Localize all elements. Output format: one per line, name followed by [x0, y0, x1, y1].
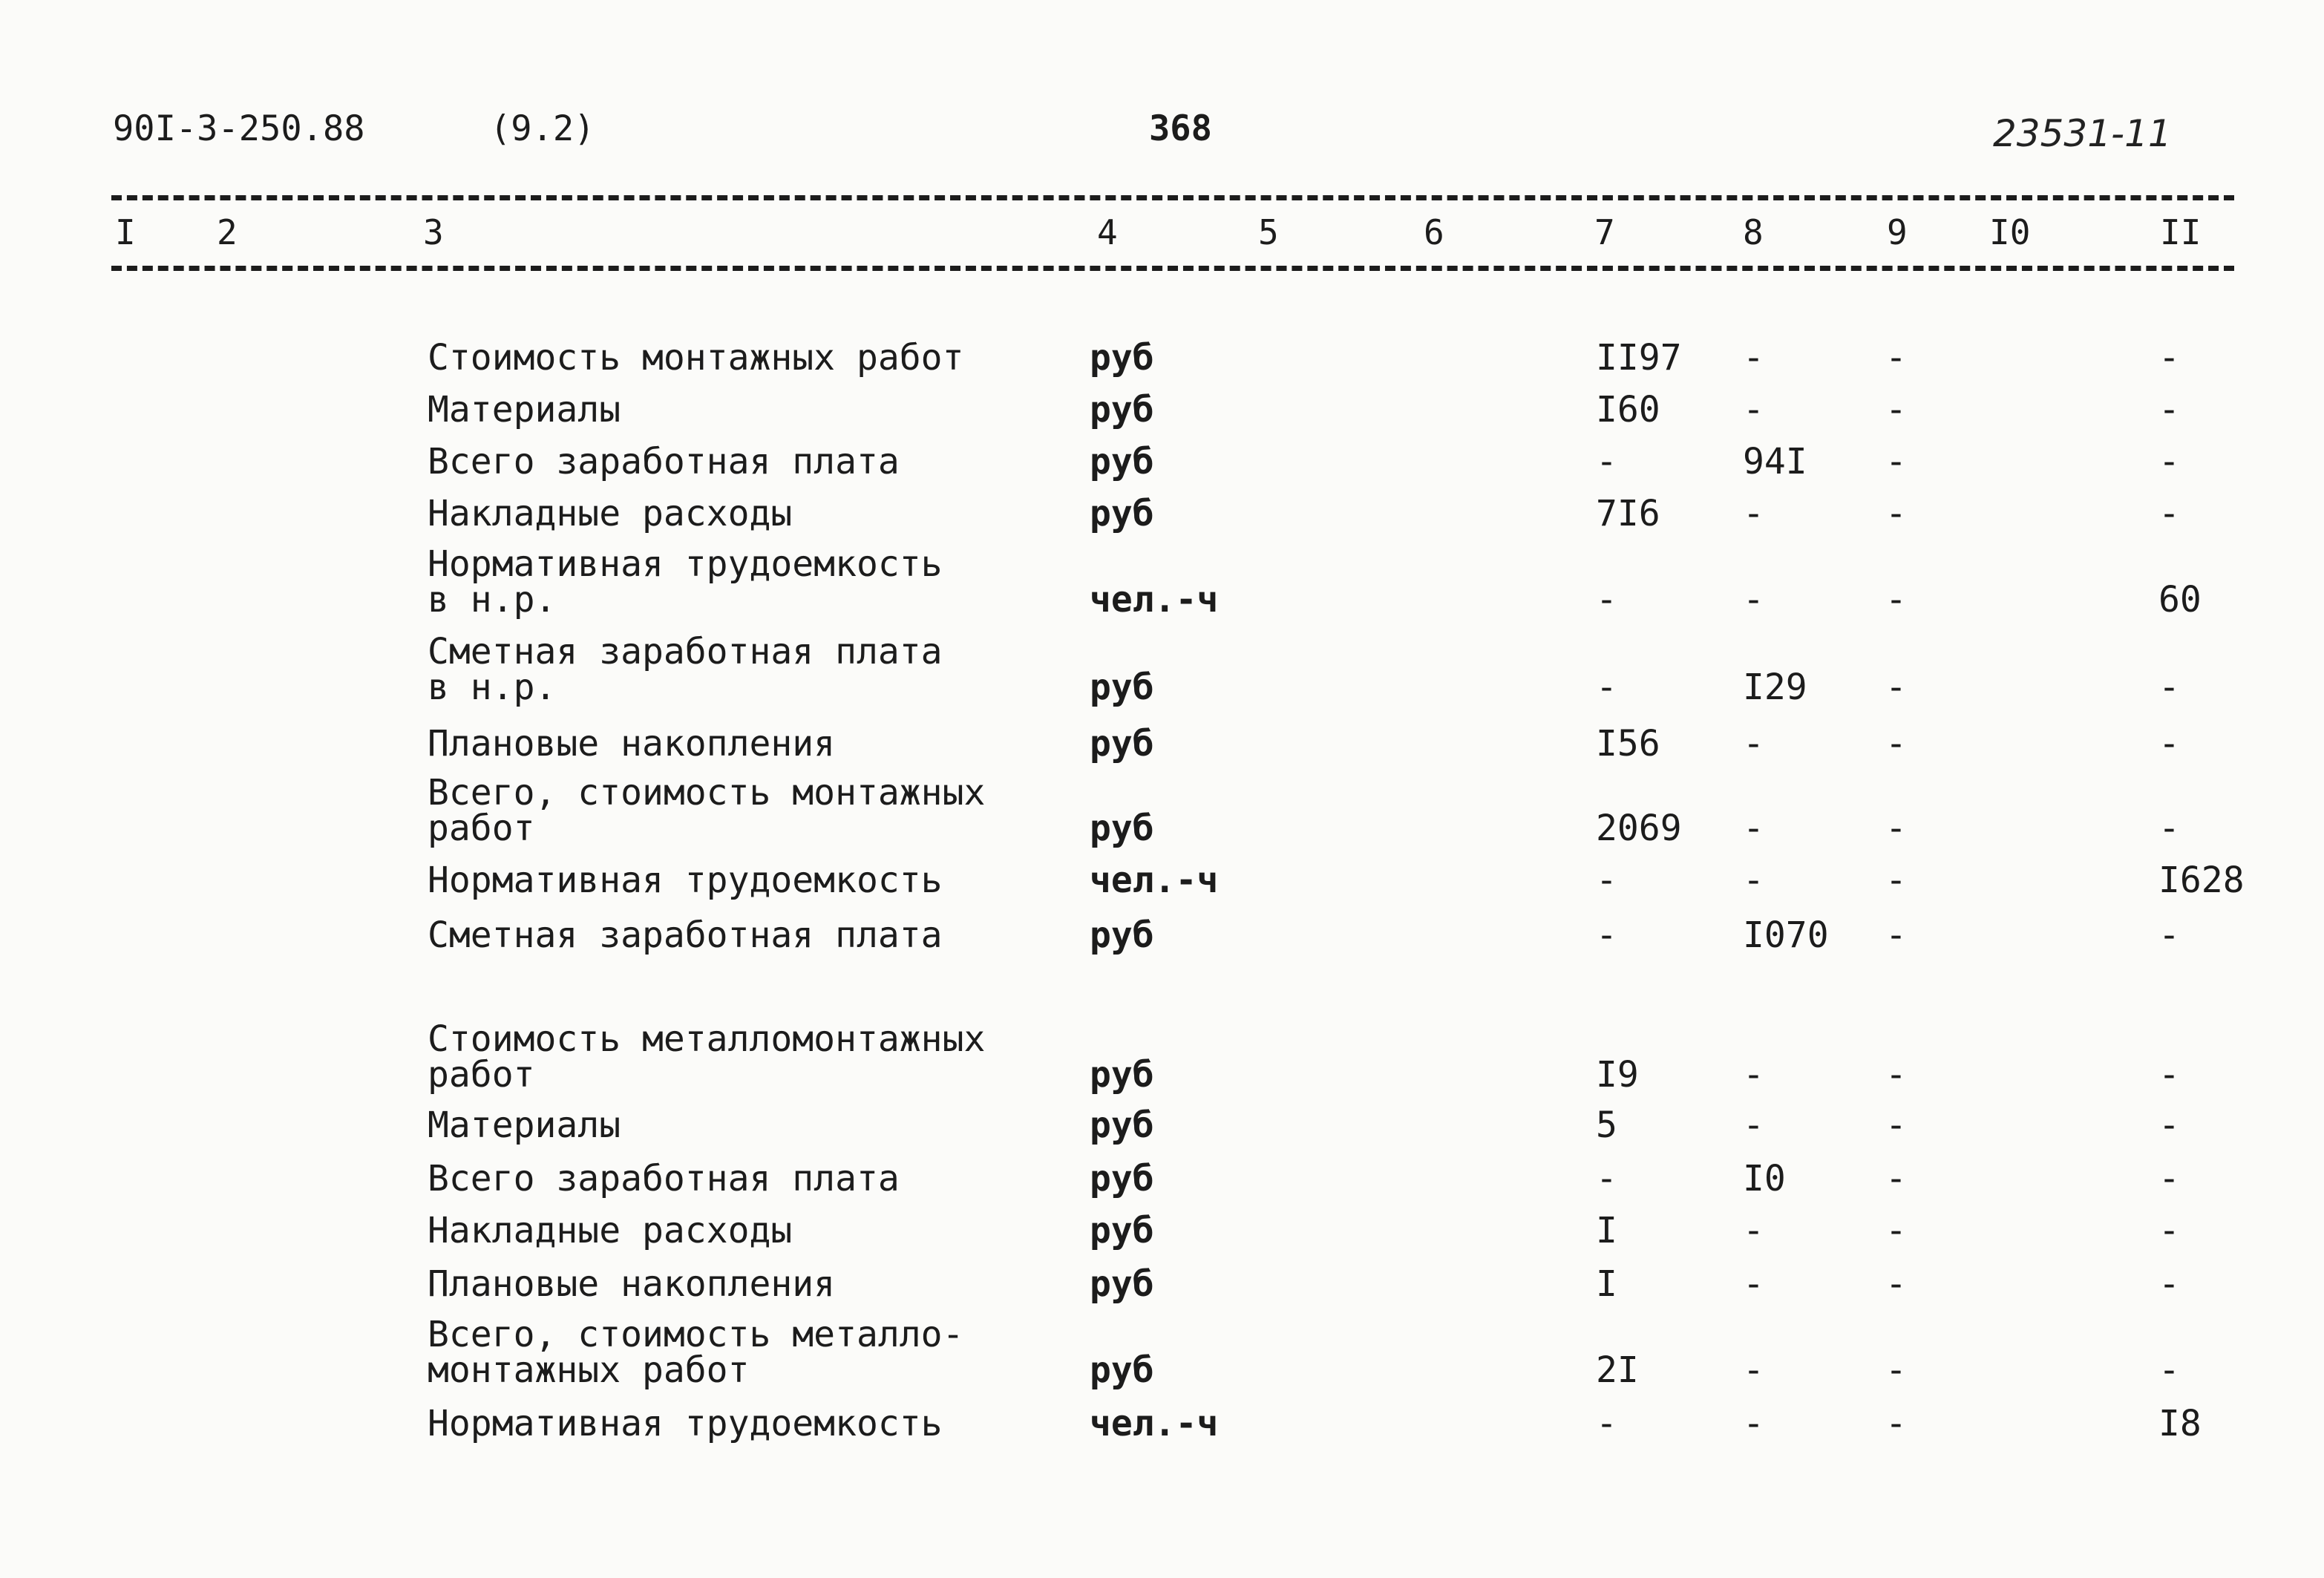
row-label: Накладные расходы	[428, 1210, 793, 1251]
cell-col-11: -	[2158, 808, 2180, 849]
cell-col-9: -	[1885, 723, 1907, 765]
cell-col-8: -	[1743, 723, 1764, 765]
cell-col-11: -	[2158, 441, 2180, 482]
cell-col-8: -	[1743, 337, 1764, 379]
cell-col-11: -	[2158, 1054, 2180, 1096]
cell-col-9: -	[1885, 337, 1907, 379]
cell-col-9: -	[1885, 1349, 1907, 1391]
row-label: Сметная заработная плата	[428, 914, 943, 956]
row-unit: руб	[1090, 337, 1154, 379]
row-unit: руб	[1090, 667, 1154, 708]
cell-col-9: -	[1885, 914, 1907, 956]
column-header-5: 5	[1258, 212, 1279, 252]
cell-col-9: -	[1885, 1054, 1907, 1096]
cell-col-9: -	[1885, 1210, 1907, 1251]
row-label: Материалы	[428, 1104, 621, 1146]
cell-col-9: -	[1885, 1263, 1907, 1305]
cell-col-11: -	[2158, 1210, 2180, 1251]
cell-col-8: -	[1743, 1349, 1764, 1391]
cell-col-9: -	[1885, 1158, 1907, 1199]
cell-col-8: -	[1743, 1210, 1764, 1251]
row-label: Плановые накопления	[428, 1263, 836, 1305]
column-header-11: II	[2160, 212, 2202, 252]
section-number: (9.2)	[490, 108, 595, 149]
cell-col-7: I56	[1596, 723, 1660, 765]
cell-col-11: -	[2158, 1158, 2180, 1199]
cell-col-9: -	[1885, 808, 1907, 849]
cell-col-7: -	[1596, 1403, 1617, 1444]
row-unit: руб	[1090, 914, 1154, 956]
row-unit: чел.-ч	[1090, 1403, 1219, 1444]
cell-col-8: I0	[1743, 1158, 1786, 1199]
cell-col-7: I	[1596, 1263, 1617, 1305]
page-number: 368	[1149, 108, 1212, 149]
cell-col-8: -	[1743, 1054, 1764, 1096]
cell-col-11: -	[2158, 1104, 2180, 1146]
cell-col-8: -	[1743, 808, 1764, 849]
row-unit: чел.-ч	[1090, 579, 1219, 621]
cell-col-11: -	[2158, 1349, 2180, 1391]
cell-col-11: I8	[2158, 1403, 2202, 1444]
cell-col-7: -	[1596, 1158, 1617, 1199]
row-unit: руб	[1090, 1104, 1154, 1146]
cell-col-11: -	[2158, 723, 2180, 765]
cell-col-8: I070	[1743, 914, 1829, 956]
header-bottom-rule	[111, 266, 2234, 271]
column-header-1: I	[115, 212, 136, 252]
row-unit: руб	[1090, 1054, 1154, 1096]
row-unit: руб	[1090, 723, 1154, 765]
row-label: Всего, стоимость монтажных работ	[428, 772, 986, 849]
cell-col-7: 2069	[1596, 808, 1682, 849]
column-header-3: 3	[423, 212, 444, 252]
cell-col-11: -	[2158, 389, 2180, 430]
row-label: Накладные расходы	[428, 493, 793, 534]
cell-col-7: II97	[1596, 337, 1682, 379]
column-header-6: 6	[1424, 212, 1444, 252]
row-label: Материалы	[428, 389, 621, 430]
cell-col-8: -	[1743, 389, 1764, 430]
cell-col-7: I60	[1596, 389, 1660, 430]
cell-col-7: I9	[1596, 1054, 1639, 1096]
cell-col-9: -	[1885, 667, 1907, 708]
cell-col-8: -	[1743, 1403, 1764, 1444]
row-label: Нормативная трудоемкость	[428, 1403, 943, 1444]
cell-col-8: -	[1743, 1104, 1764, 1146]
cell-col-11: -	[2158, 493, 2180, 534]
column-header-10: I0	[1989, 212, 2031, 252]
cell-col-8: -	[1743, 1263, 1764, 1305]
cell-col-9: -	[1885, 860, 1907, 901]
row-label: Всего заработная плата	[428, 441, 900, 482]
row-label: Плановые накопления	[428, 723, 836, 765]
row-label: Всего, стоимость металло- монтажных работ	[428, 1314, 964, 1391]
cell-col-9: -	[1885, 441, 1907, 482]
row-unit: руб	[1090, 1349, 1154, 1391]
row-unit: руб	[1090, 1263, 1154, 1305]
column-header-7: 7	[1594, 212, 1615, 252]
row-label: Стоимость металломонтажных работ	[428, 1018, 986, 1096]
cell-col-7: I	[1596, 1210, 1617, 1251]
handwritten-reference: 23531-11	[1993, 112, 2172, 155]
cell-col-7: -	[1596, 667, 1617, 708]
cell-col-11: I628	[2158, 860, 2245, 901]
document-code: 90I-3-250.88	[113, 108, 365, 149]
cell-col-11: 60	[2158, 579, 2202, 621]
cell-col-9: -	[1885, 493, 1907, 534]
row-label: Сметная заработная плата в н.р.	[428, 631, 943, 708]
cell-col-9: -	[1885, 1104, 1907, 1146]
row-unit: руб	[1090, 808, 1154, 849]
column-header-2: 2	[217, 212, 238, 252]
cell-col-11: -	[2158, 914, 2180, 956]
cell-col-7: -	[1596, 441, 1617, 482]
row-label: Нормативная трудоемкость	[428, 860, 943, 901]
cell-col-11: -	[2158, 337, 2180, 379]
cell-col-9: -	[1885, 579, 1907, 621]
cell-col-7: -	[1596, 860, 1617, 901]
row-unit: руб	[1090, 1210, 1154, 1251]
cell-col-7: 5	[1596, 1104, 1617, 1146]
header-top-rule	[111, 195, 2234, 200]
row-label: Нормативная трудоемкость в н.р.	[428, 543, 943, 621]
cell-col-11: -	[2158, 667, 2180, 708]
cell-col-11: -	[2158, 1263, 2180, 1305]
cell-col-8: -	[1743, 579, 1764, 621]
cell-col-7: -	[1596, 579, 1617, 621]
row-label: Стоимость монтажных работ	[428, 337, 964, 379]
column-header-8: 8	[1743, 212, 1764, 252]
row-label: Всего заработная плата	[428, 1158, 900, 1199]
cell-col-8: -	[1743, 860, 1764, 901]
column-header-9: 9	[1887, 212, 1908, 252]
cell-col-9: -	[1885, 1403, 1907, 1444]
cell-col-8: I29	[1743, 667, 1807, 708]
row-unit: руб	[1090, 493, 1154, 534]
cell-col-7: 2I	[1596, 1349, 1639, 1391]
row-unit: руб	[1090, 441, 1154, 482]
cell-col-8: 94I	[1743, 441, 1807, 482]
row-unit: руб	[1090, 389, 1154, 430]
cell-col-7: -	[1596, 914, 1617, 956]
column-header-4: 4	[1097, 212, 1118, 252]
row-unit: руб	[1090, 1158, 1154, 1199]
cell-col-7: 7I6	[1596, 493, 1660, 534]
cell-col-8: -	[1743, 493, 1764, 534]
cell-col-9: -	[1885, 389, 1907, 430]
row-unit: чел.-ч	[1090, 860, 1219, 901]
